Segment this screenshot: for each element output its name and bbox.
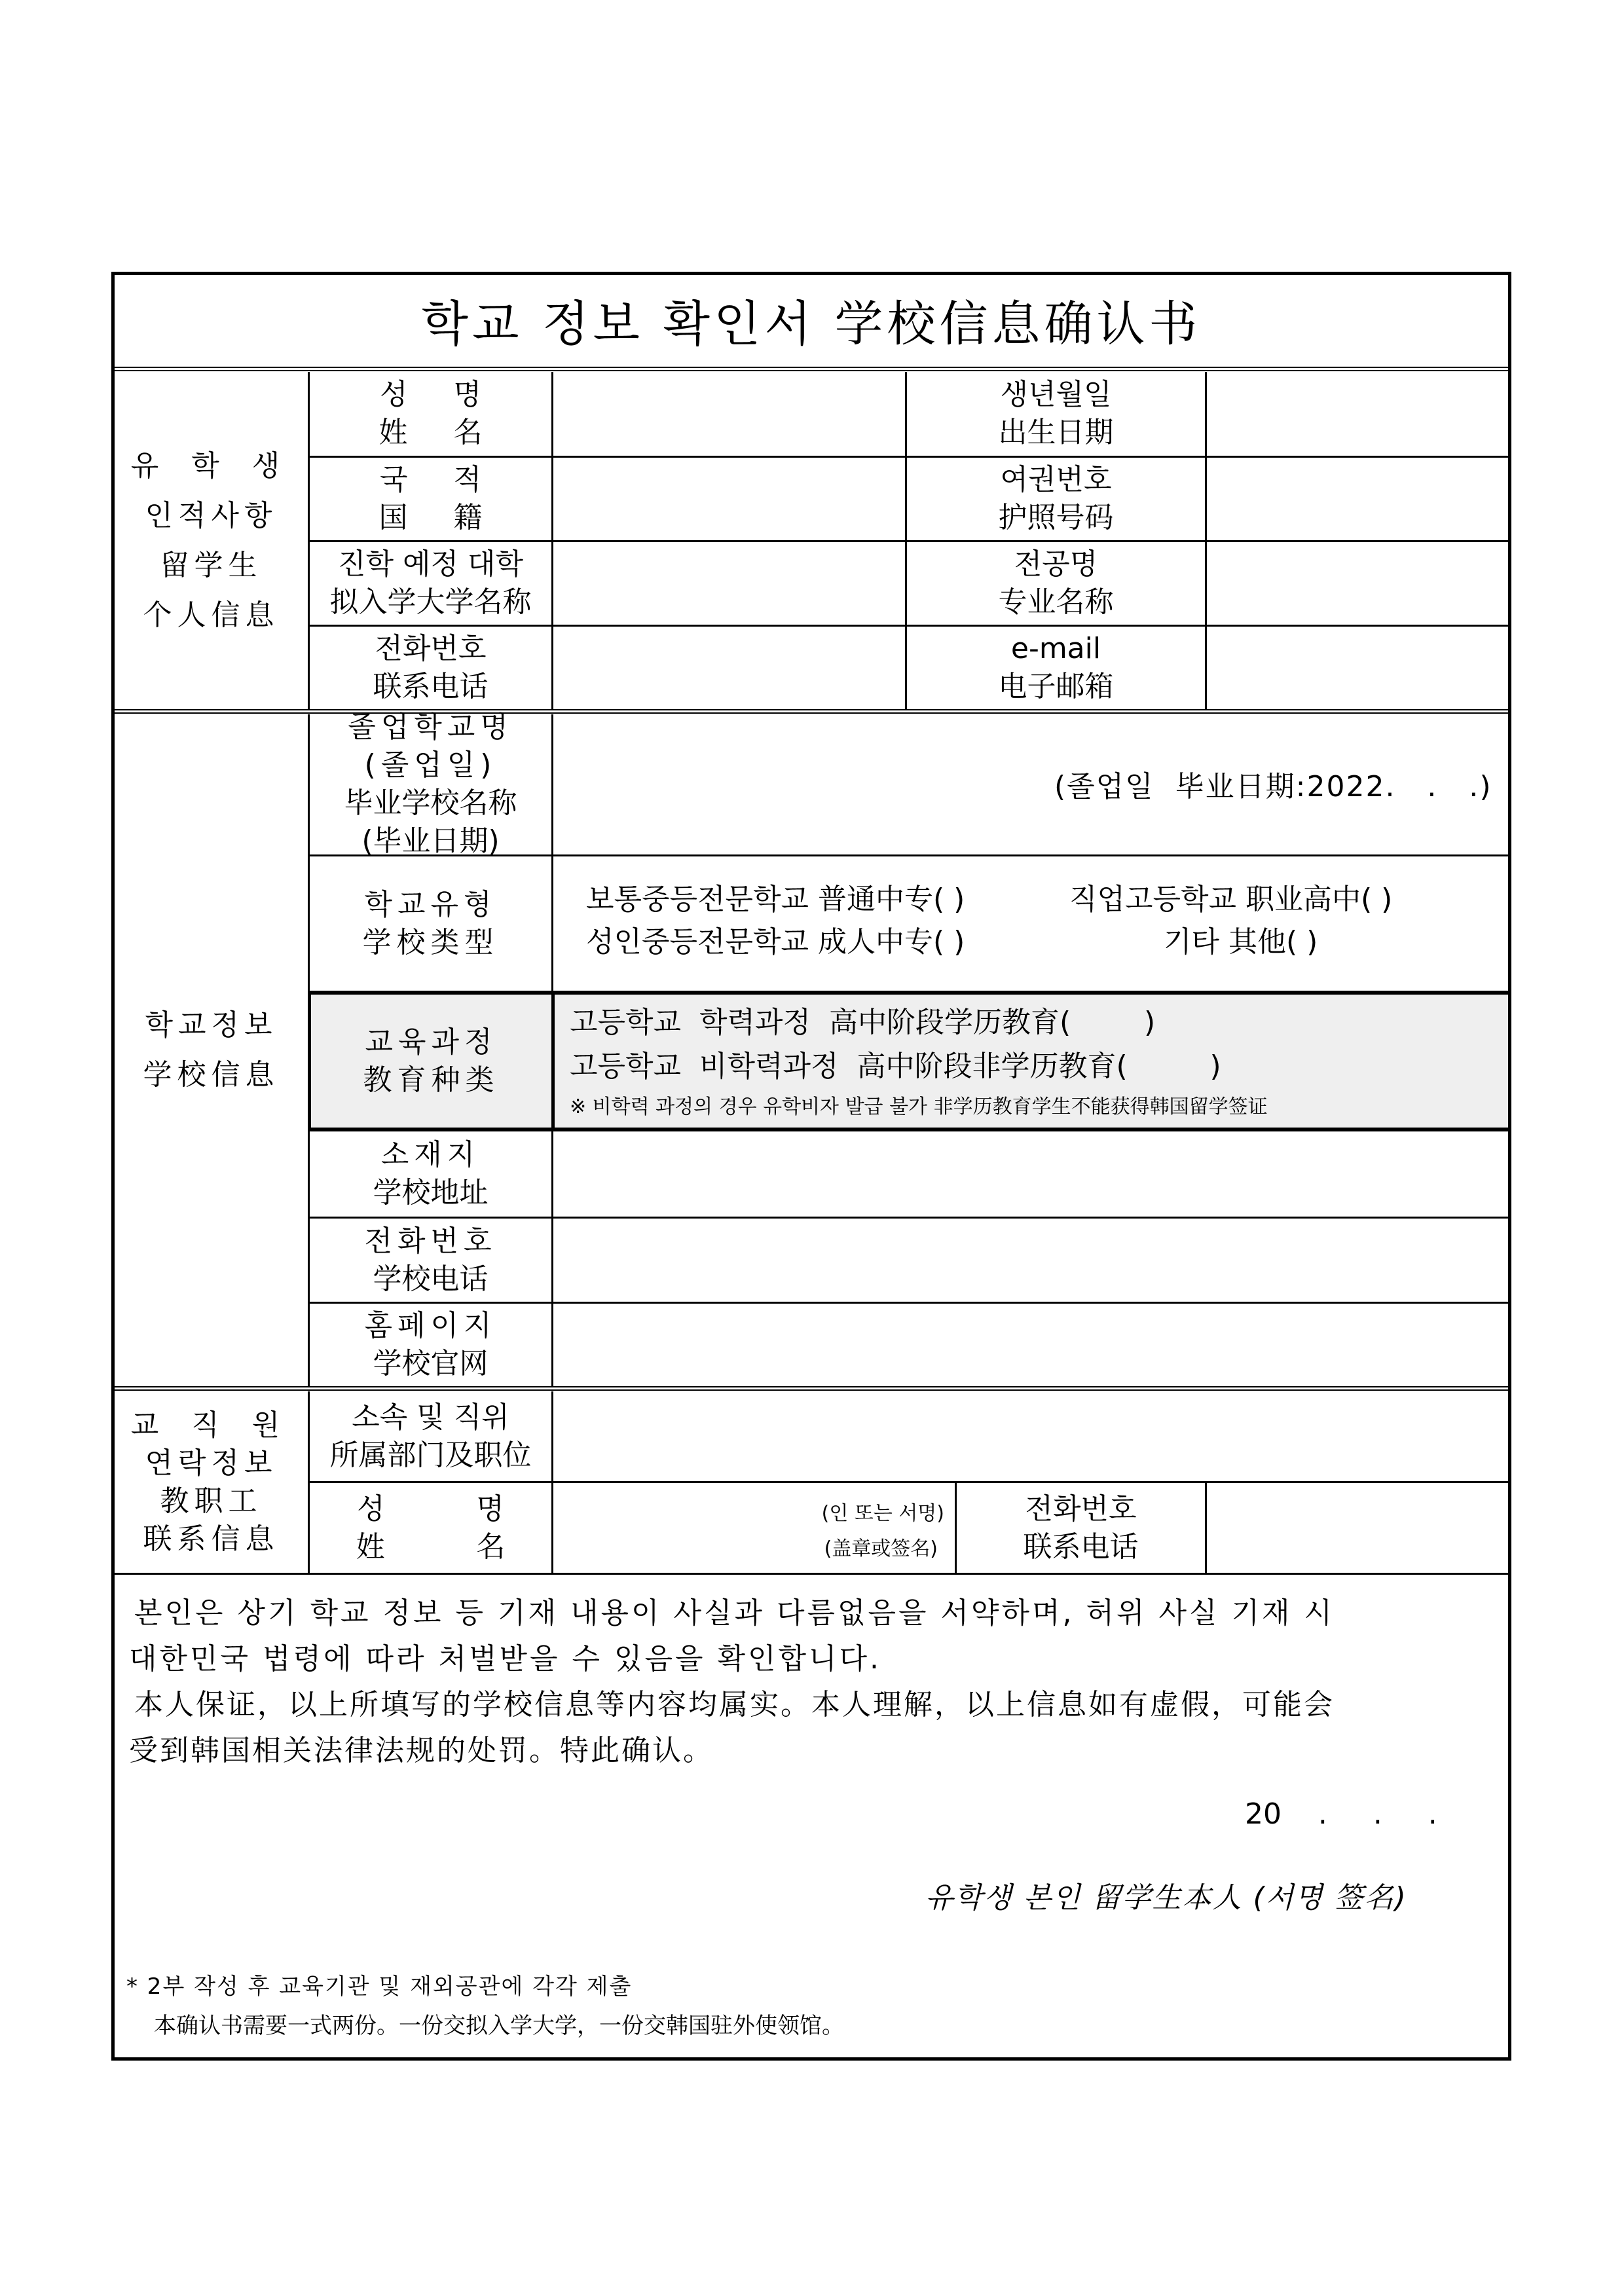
label-text: 학교정보 <box>145 1008 278 1042</box>
phone-label <box>310 627 551 709</box>
school-type-option-other[interactable]: 기타 其他( ) <box>1164 925 1318 959</box>
passport-field[interactable] <box>1207 458 1508 540</box>
school-type-label <box>310 856 551 991</box>
university-field[interactable] <box>553 542 905 625</box>
staff-phone-field[interactable] <box>1207 1483 1508 1573</box>
form-title <box>115 275 1508 365</box>
label-text: 出生日期 <box>998 416 1114 449</box>
curriculum-option-non-academic[interactable]: 고등학교 비학력과정 高中阶段非学历教育( ) <box>570 1050 1221 1083</box>
student-section-label <box>115 372 308 709</box>
label-text: 所属部门及职位 <box>329 1438 532 1472</box>
label-text: 学校电话 <box>373 1262 489 1296</box>
section-divider <box>115 1573 1508 1575</box>
label-text: 홈페이지 <box>364 1309 497 1342</box>
label-text: 성 명 <box>357 1492 504 1526</box>
graduation-date-text: (졸업일 毕业日期:2022. . .) <box>1054 770 1492 803</box>
label-text: 연락정보 <box>145 1446 278 1480</box>
label-text: 여권번호 <box>1000 463 1112 496</box>
label-text: 인적사항 <box>145 498 278 532</box>
label-text: 拟入学大学名称 <box>329 585 532 619</box>
label-text: 教职工 <box>160 1484 263 1518</box>
label-text: 유 학 생 <box>130 449 292 483</box>
label-text: 소속 및 직위 <box>352 1400 509 1434</box>
footnote-line: * 2부 작성 후 교육기관 및 재외공관에 각각 제출 <box>126 1974 633 2000</box>
name-label <box>310 372 551 456</box>
title-divider <box>115 367 1508 371</box>
staff-name-field[interactable] <box>553 1483 955 1573</box>
nationality-field[interactable] <box>553 458 905 540</box>
curriculum-note: ※ 비학력 과정의 경우 유학비자 발급 불가 非学历教育学生不能获得韩国留学签证 <box>570 1095 1268 1118</box>
student-signature[interactable]: 유학생 본인 留学生本人 (서명 签名) <box>925 1881 1407 1915</box>
major-label <box>907 542 1205 625</box>
declaration-line: 본인은 상기 학교 정보 등 기재 내용이 사실과 다름없음을 서약하며, 허위 사실 기재 시 <box>134 1596 1335 1630</box>
school-address-field[interactable] <box>553 1131 1508 1217</box>
label-text: 留学生 <box>160 548 263 582</box>
declaration-date[interactable]: 20 . . . <box>1245 1797 1437 1831</box>
email-label <box>907 627 1205 709</box>
label-text: 姓 名 <box>356 1530 506 1564</box>
label-text: 毕业学校名称 <box>344 786 517 820</box>
label-text: 진학 예정 대학 <box>338 547 523 581</box>
birth-date-field[interactable] <box>1207 372 1508 456</box>
staff-department-field[interactable] <box>553 1391 1508 1481</box>
label-text: 个人信息 <box>143 598 280 632</box>
curriculum-label <box>311 995 551 1128</box>
label-text: 姓 名 <box>378 416 483 449</box>
major-field[interactable] <box>1207 542 1508 625</box>
footnote-line: 本确认书需要一式两份。一份交拟入学大学，一份交韩国驻外使领馆。 <box>154 2013 844 2039</box>
form-title-text: 학교 정보 확인서 学校信息确认书 <box>421 296 1202 352</box>
label-text: 电子邮箱 <box>998 670 1114 703</box>
label-text: 학교유형 <box>364 887 497 921</box>
label-text: 联系电话 <box>373 670 489 703</box>
divider <box>551 991 555 1131</box>
label-text: 学校官网 <box>373 1347 489 1380</box>
label-text: 国 籍 <box>378 501 483 534</box>
label-text: 졸업학교명 <box>348 710 513 744</box>
declaration-line: 受到韩国相关法律法规的处罚。特此确认。 <box>129 1734 714 1767</box>
label-text: 전화번호 <box>364 1224 497 1258</box>
seal-note: (인 또는 서명) <box>821 1502 944 1525</box>
graduation-school-label <box>310 710 551 858</box>
label-text: 전화번호 <box>1025 1492 1137 1526</box>
section-divider <box>115 1386 1508 1391</box>
declaration-line: 대한민국 법령에 따라 처벌받을 수 있음을 확인합니다. <box>129 1642 881 1676</box>
school-phone-label <box>310 1219 551 1302</box>
seal-note: (盖章或签名) <box>824 1537 938 1560</box>
label-text: 전공명 <box>1014 547 1098 581</box>
university-label <box>310 542 551 625</box>
label-text: (毕业日期) <box>361 824 500 858</box>
label-text: 教育种类 <box>363 1063 500 1097</box>
staff-section-label <box>115 1391 308 1573</box>
label-text: e-mail <box>1010 632 1101 665</box>
staff-phone-label <box>957 1483 1205 1573</box>
label-text: 소재지 <box>380 1138 481 1171</box>
confirmation-form <box>111 272 1511 2061</box>
label-text: 学校信息 <box>143 1058 280 1092</box>
staff-department-label <box>310 1391 551 1481</box>
school-type-option-vocational-high[interactable]: 직업고등학교 职业高中( ) <box>1069 883 1393 916</box>
label-text: 생년월일 <box>1000 378 1112 411</box>
graduation-school-field[interactable] <box>553 714 1508 854</box>
birth-date-label <box>907 372 1205 456</box>
school-type-option-vocational-secondary[interactable]: 보통중등전문학교 普通中专( ) <box>586 883 965 916</box>
label-text: 전화번호 <box>375 632 487 665</box>
label-text: 교육과정 <box>365 1025 498 1059</box>
label-text: 学校类型 <box>362 925 499 959</box>
label-text: 联系电话 <box>1023 1530 1139 1564</box>
label-text: 学校地址 <box>373 1176 489 1209</box>
label-text: 성 명 <box>380 378 481 411</box>
school-address-label <box>310 1131 551 1217</box>
label-text: 국 적 <box>380 463 481 496</box>
declaration-line: 本人保证，以上所填写的学校信息等内容均属实。本人理解，以上信息如有虚假，可能会 <box>134 1688 1335 1721</box>
section-divider <box>115 709 1508 714</box>
label-text: 专业名称 <box>998 585 1114 619</box>
label-text: 护照号码 <box>998 501 1114 534</box>
label-text: (졸업일) <box>364 748 497 782</box>
passport-label <box>907 458 1205 540</box>
curriculum-option-academic[interactable]: 고등학교 학력과정 高中阶段学历教育( ) <box>570 1006 1156 1039</box>
nationality-label <box>310 458 551 540</box>
school-type-option-adult-secondary[interactable]: 성인중등전문학교 成人中专( ) <box>586 925 965 959</box>
phone-field[interactable] <box>553 627 905 709</box>
label-text: 교 직 원 <box>130 1408 292 1442</box>
name-field[interactable] <box>553 372 905 456</box>
staff-name-label <box>310 1483 551 1573</box>
email-field[interactable] <box>1207 627 1508 709</box>
school-homepage-label <box>310 1304 551 1386</box>
school-homepage-field[interactable] <box>553 1304 1508 1386</box>
label-text: 联系信息 <box>143 1522 280 1556</box>
school-section-label <box>115 714 308 1386</box>
school-phone-field[interactable] <box>553 1219 1508 1302</box>
